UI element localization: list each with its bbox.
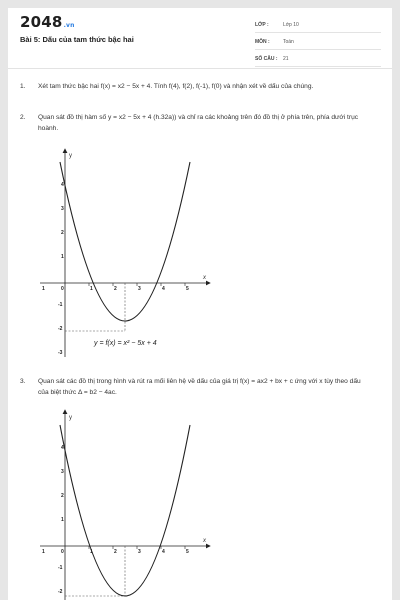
x-tick-label: 4	[162, 286, 165, 292]
graph-caption: y = f(x) = x² − 5x + 4	[94, 340, 157, 347]
x-tick-label: 1	[42, 286, 45, 292]
parabola-graph-2	[8, 8, 392, 600]
worksheet-page	[8, 8, 392, 600]
x-tick-label: 1	[90, 286, 93, 292]
x-tick-label: 1	[90, 549, 93, 555]
meta-label: SỐ CÂU :	[255, 56, 278, 62]
question-text: Xét tam thức bậc hai f(x) = x2 − 5x + 4. Tính f(4), f(2), f(-1), f(0) và nhận xét về dấu của chúng.	[38, 83, 314, 90]
y-tick-label: 2	[61, 493, 64, 499]
x-tick-label: 0	[61, 549, 64, 555]
meta-value: Toán	[283, 39, 294, 45]
x-tick-label: 5	[186, 286, 189, 292]
parabola-curve	[60, 425, 190, 596]
x-tick-label: 5	[186, 549, 189, 555]
y-tick-label: 3	[61, 206, 64, 212]
x-tick-label: 2	[114, 286, 117, 292]
lesson-title: Bài 5: Dấu của tam thức bậc hai	[20, 35, 134, 44]
meta-value: 21	[283, 56, 289, 62]
x-tick-label: 3	[138, 549, 141, 555]
y-axis-label: y	[69, 415, 72, 421]
y-tick-label: -1	[58, 302, 63, 308]
question-text: Quan sát đồ thị hàm số y = x2 − 5x + 4 (h.32a)) và chỉ ra các khoảng trên đó đồ thị ở phía trên, phía dưới trục hoành.	[38, 114, 359, 132]
question-number: 3.	[20, 378, 26, 385]
y-tick-label: -1	[58, 565, 63, 571]
meta-label: LỚP :	[255, 22, 269, 28]
logo-suffix: .vn	[63, 22, 75, 29]
x-tick-label: 0	[61, 286, 64, 292]
y-tick-label: 1	[61, 254, 64, 260]
x-tick-label: 3	[138, 286, 141, 292]
x-axis-label: x	[203, 275, 206, 281]
x-tick-label: 4	[162, 549, 165, 555]
x-tick-label: 1	[42, 549, 45, 555]
y-tick-label: 1	[61, 517, 64, 523]
x-tick-label: 2	[114, 549, 117, 555]
logo-text: 2048	[20, 13, 63, 31]
y-tick-label: -2	[58, 326, 63, 332]
y-tick-label: 4	[61, 445, 64, 451]
y-tick-label: -2	[58, 589, 63, 595]
meta-value: Lớp 10	[283, 22, 299, 28]
question-number: 1.	[20, 83, 26, 90]
y-tick-label: 2	[61, 230, 64, 236]
y-tick-label: 3	[61, 469, 64, 475]
meta-label: MÔN :	[255, 39, 270, 45]
y-tick-label: -3	[58, 350, 63, 356]
question-number: 2.	[20, 114, 26, 121]
x-axis-label: x	[203, 538, 206, 544]
question-text: Quan sát các đồ thị trong hình và rút ra mối liên hệ về dấu của giá trị f(x) = ax2 + bx + c ứng với x tùy theo dấu của biệt thức Δ = b2 − 4ac.	[38, 378, 361, 396]
y-axis-label: y	[69, 153, 72, 159]
y-tick-label: 4	[61, 182, 64, 188]
